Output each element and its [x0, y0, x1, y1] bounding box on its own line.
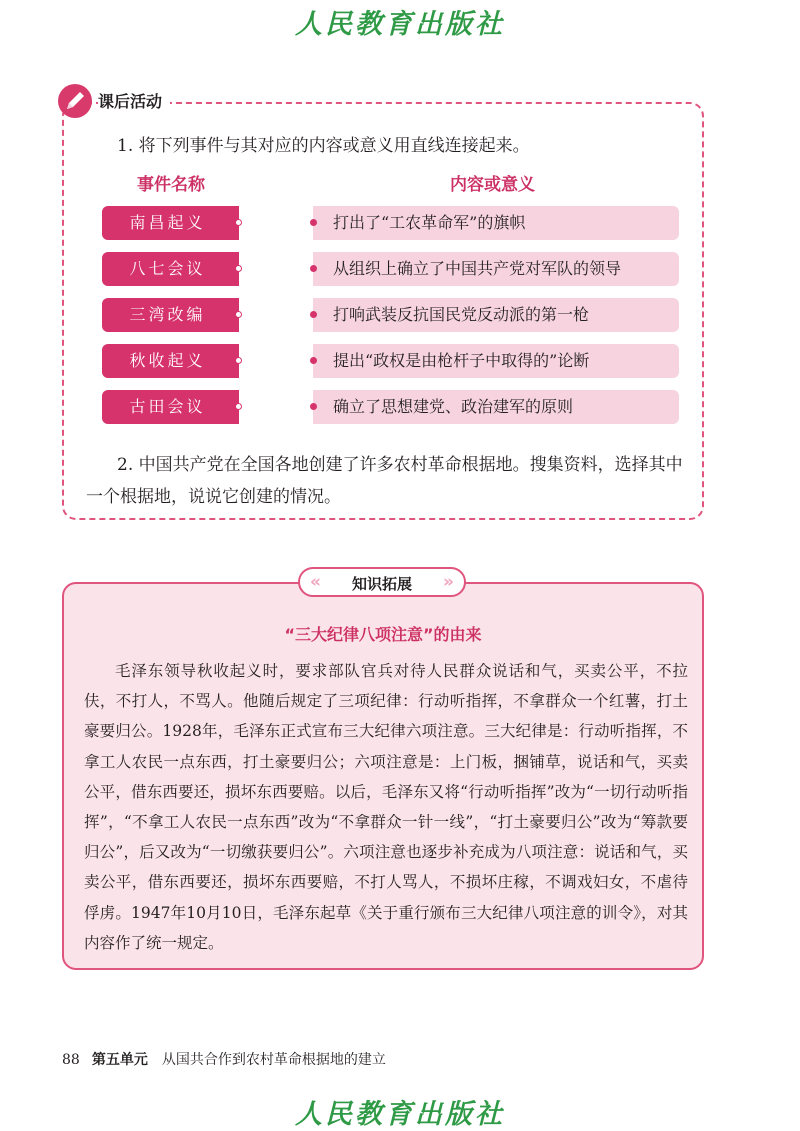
connector-dot[interactable] — [235, 357, 242, 364]
chevron-left-icon: « — [310, 572, 321, 592]
article-body: 毛泽东领导秋收起义时，要求部队官兵对待人民群众说话和气，买卖公平，不拉伕，不打人，不骂人。他随后规定了三项纪律：行动听指挥，不拿群众一个红薯，打土豪要归公。1928年，毛泽东正式宣布三大纪律六项注意。三大纪律是：行动听指挥，不拿工人农民一点东西，打土豪要归公；六项注意是：上门板，捆铺草，说话和气，买卖公平，借东西要还，损坏东西要赔。以后，毛泽东又将“行动听指挥”改为“一切行动听指挥”，“不拿工人农民一点东西”改为“不拿群众一针一线”，“打土豪要归公”改为“筹款要归公”，后又改为“一切缴获要归公”。六项注意也逐步补充成为八项注意：说话和气，买卖公平，借东西要还，损坏东西要赔，不打人骂人，不损坏庄稼，不调戏妇女，不虐待俘虏。1947年10月10日，毛泽东起草《关于重行颁布三大纪律八项注意的训令》，对其内容作了统一规定。 — [84, 662, 688, 952]
event-item[interactable] — [102, 390, 239, 424]
event-item[interactable] — [102, 298, 239, 332]
connector-dot[interactable] — [235, 265, 242, 272]
unit-label: 第五单元 — [91, 1052, 148, 1068]
events-column-heading: 事件名称 — [137, 175, 205, 195]
meaning-label: 打响武装反抗国民党反动派的第一枪 — [333, 305, 590, 324]
connector-dot[interactable] — [235, 219, 242, 226]
event-item[interactable] — [102, 252, 239, 286]
connector-dot[interactable] — [235, 311, 242, 318]
activity-title: 课后活动 — [98, 89, 170, 112]
event-label: 八七会议 — [129, 259, 206, 278]
meaning-label: 确立了思想建党、政治建军的原则 — [333, 397, 574, 416]
chevron-right-icon: » — [443, 572, 454, 592]
meaning-item[interactable] — [313, 390, 679, 424]
meaning-item[interactable] — [313, 252, 679, 286]
question-2: 2. 中国共产党在全国各地创建了许多农村革命根据地。搜集资料，选择其中一个根据地，说说它创建的情况。 — [86, 455, 683, 507]
pen-icon — [58, 84, 92, 118]
connector-dot[interactable] — [310, 311, 317, 318]
meaning-label: 打出了“工农革命军”的旗帜 — [333, 213, 526, 232]
article-title: “三大纪律八项注意”的由来 — [284, 625, 482, 644]
meaning-label: 提出“政权是由枪杆子中取得的”论断 — [333, 351, 590, 370]
question-1: 1. 将下列事件与其对应的内容或意义用直线连接起来。 — [117, 136, 530, 156]
meaning-item[interactable] — [313, 206, 679, 240]
knowledge-tab — [298, 567, 466, 597]
publisher-logo-footer: 人民教育出版社 — [295, 1099, 505, 1130]
page-number: 88 — [62, 1052, 80, 1068]
connector-dot[interactable] — [310, 219, 317, 226]
unit-title: 从国共合作到农村革命根据地的建立 — [161, 1052, 386, 1068]
meaning-label: 从组织上确立了中国共产党对军队的领导 — [333, 259, 622, 278]
meaning-item[interactable] — [313, 344, 679, 378]
event-label: 秋收起义 — [129, 351, 206, 370]
connector-dot[interactable] — [310, 357, 317, 364]
meaning-item[interactable] — [313, 298, 679, 332]
connector-dot[interactable] — [235, 403, 242, 410]
knowledge-label: 知识拓展 — [351, 575, 412, 593]
connector-dot[interactable] — [310, 403, 317, 410]
publisher-logo-header: 人民教育出版社 — [295, 9, 505, 40]
event-label: 三湾改编 — [129, 305, 206, 324]
page-footer — [62, 1049, 386, 1069]
event-item[interactable] — [102, 344, 239, 378]
event-item[interactable] — [102, 206, 239, 240]
event-label: 古田会议 — [129, 397, 206, 416]
event-label: 南昌起义 — [129, 213, 206, 232]
connector-dot[interactable] — [310, 265, 317, 272]
meanings-column-heading: 内容或意义 — [450, 175, 535, 195]
